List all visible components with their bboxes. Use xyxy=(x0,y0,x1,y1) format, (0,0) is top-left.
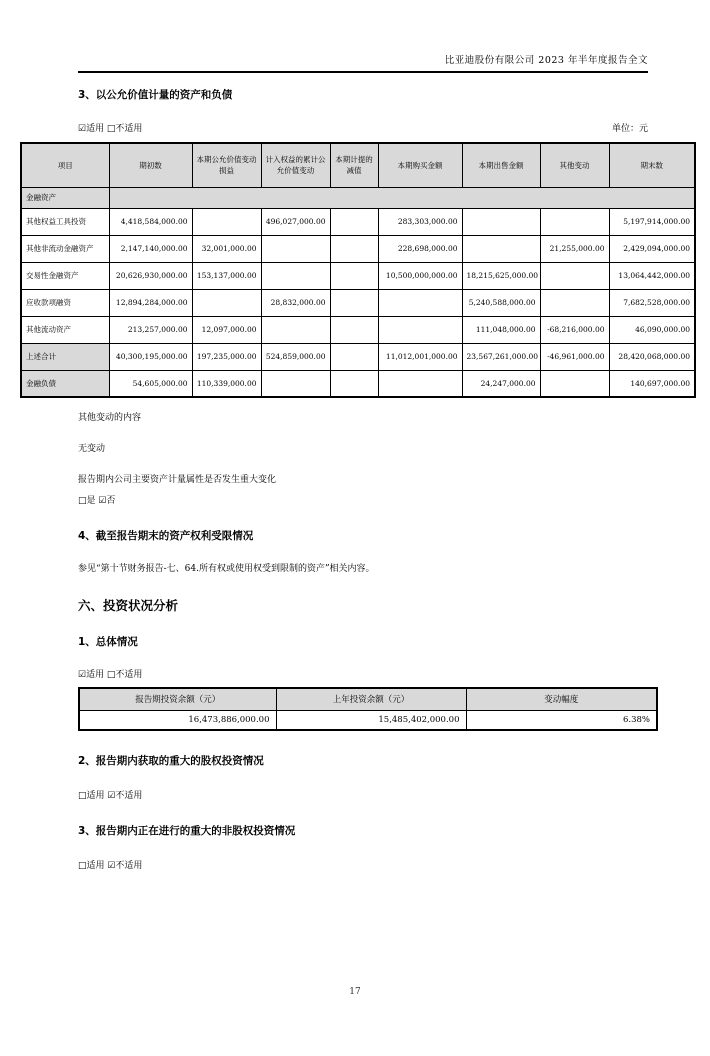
restricted-assets-reference: 参见“第十节财务报告-七、64.所有权或使用权受到限制的资产”相关内容。 xyxy=(78,564,375,574)
value-cell: 213,257,000.00 xyxy=(109,316,192,343)
value-cell xyxy=(330,235,378,262)
section-title-investment-analysis: 六、投资状况分析 xyxy=(78,598,179,613)
value-cell xyxy=(261,235,330,262)
value-cell: 2,147,140,000.00 xyxy=(109,235,192,262)
header-cell: 变动幅度 xyxy=(466,688,657,710)
report-header xyxy=(78,52,648,73)
section-title-non-equity-investment: 3、报告期内正在进行的重大的非股权投资情况 xyxy=(78,825,296,837)
value-cell xyxy=(378,316,462,343)
row-label-cell: 上述合计 xyxy=(21,343,109,370)
value-cell: 7,682,528,000.00 xyxy=(609,289,695,316)
value-cell: 28,420,068,000.00 xyxy=(609,343,695,370)
value-cell: 13,064,442,000.00 xyxy=(609,262,695,289)
page-number: 17 xyxy=(349,987,361,997)
value-cell xyxy=(540,262,609,289)
value-cell: 16,473,886,000.00 xyxy=(79,710,276,730)
header-cell: 其他变动 xyxy=(540,143,609,187)
equity-applicable-checkboxes: □适用 ☑不适用 xyxy=(78,791,143,801)
value-cell: 24,247,000.00 xyxy=(462,370,540,397)
value-cell xyxy=(330,262,378,289)
fair-value-table xyxy=(20,142,696,398)
value-cell xyxy=(462,235,540,262)
table-row xyxy=(21,316,695,343)
header-cell: 本期公允价值变动损益 xyxy=(192,143,261,187)
value-cell xyxy=(330,343,378,370)
value-cell: 40,300,195,000.00 xyxy=(109,343,192,370)
value-cell xyxy=(378,370,462,397)
value-cell: 153,137,000.00 xyxy=(192,262,261,289)
value-cell: 23,567,261,000.00 xyxy=(462,343,540,370)
table-row-total xyxy=(21,343,695,370)
measurement-answer-checkboxes: □是 ☑否 xyxy=(78,496,116,506)
value-cell xyxy=(330,289,378,316)
value-cell xyxy=(540,289,609,316)
value-cell: 228,698,000.00 xyxy=(378,235,462,262)
applicable-checkboxes: ☑适用 □不适用 xyxy=(78,124,143,134)
value-cell: 5,197,914,000.00 xyxy=(609,208,695,235)
value-cell: 46,090,000.00 xyxy=(609,316,695,343)
value-cell: 6.38% xyxy=(466,710,657,730)
header-cell: 计入权益的累计公允价值变动 xyxy=(261,143,330,187)
value-cell: 2,429,094,000.00 xyxy=(609,235,695,262)
value-cell: 5,240,588,000.00 xyxy=(462,289,540,316)
value-cell: 20,626,930,000.00 xyxy=(109,262,192,289)
table-header-row xyxy=(79,688,657,710)
non-equity-applicable-checkboxes: □适用 ☑不适用 xyxy=(78,861,143,871)
value-cell: 11,012,001,000.00 xyxy=(378,343,462,370)
header-cell: 本期计提的减值 xyxy=(330,143,378,187)
row-label-cell: 交易性金融资产 xyxy=(21,262,109,289)
value-cell: 111,048,000.00 xyxy=(462,316,540,343)
unit-label: 单位：元 xyxy=(611,124,648,134)
investment-summary-table xyxy=(78,687,658,731)
value-cell: 496,027,000.00 xyxy=(261,208,330,235)
applicable-unit-row xyxy=(78,121,648,134)
value-cell xyxy=(192,208,261,235)
group-span-cell xyxy=(109,187,695,208)
value-cell xyxy=(378,289,462,316)
value-cell xyxy=(261,316,330,343)
value-cell: 21,255,000.00 xyxy=(540,235,609,262)
value-cell: -46,961,000.00 xyxy=(540,343,609,370)
table-row xyxy=(21,208,695,235)
other-changes-label: 其他变动的内容 xyxy=(78,413,142,423)
section-title-overall: 1、总体情况 xyxy=(78,636,138,648)
row-label-cell: 其他流动资产 xyxy=(21,316,109,343)
group-label-cell: 金融资产 xyxy=(21,187,109,208)
value-cell: 140,697,000.00 xyxy=(609,370,695,397)
header-cell: 上年投资余额（元） xyxy=(276,688,466,710)
table-row xyxy=(21,262,695,289)
value-cell: 197,235,000.00 xyxy=(192,343,261,370)
value-cell xyxy=(462,208,540,235)
value-cell xyxy=(261,262,330,289)
table-header-row xyxy=(21,143,695,187)
header-cell: 期末数 xyxy=(609,143,695,187)
header-cell: 期初数 xyxy=(109,143,192,187)
row-label-cell: 应收款项融资 xyxy=(21,289,109,316)
value-cell: 283,303,000.00 xyxy=(378,208,462,235)
value-cell: 32,001,000.00 xyxy=(192,235,261,262)
section-title-fair-value: 3、以公允价值计量的资产和负债 xyxy=(78,89,233,101)
overall-applicable-checkboxes: ☑适用 □不适用 xyxy=(78,670,143,680)
value-cell: 524,859,000.00 xyxy=(261,343,330,370)
header-cell: 报告期投资余额（元） xyxy=(79,688,276,710)
value-cell xyxy=(330,370,378,397)
table-row xyxy=(21,235,695,262)
section-title-restricted-assets: 4、截至报告期末的资产权利受限情况 xyxy=(78,530,254,542)
group-row-financial-assets xyxy=(21,187,695,208)
table-row xyxy=(21,289,695,316)
value-cell: 18,215,625,000.00 xyxy=(462,262,540,289)
other-changes-value: 无变动 xyxy=(78,444,106,454)
table-row-financial-liabilities xyxy=(21,370,695,397)
report-header-text: 比亚迪股份有限公司 2023 年半年度报告全文 xyxy=(444,55,648,66)
value-cell: 12,894,284,000.00 xyxy=(109,289,192,316)
value-cell xyxy=(330,208,378,235)
row-label-cell: 其他权益工具投资 xyxy=(21,208,109,235)
value-cell xyxy=(330,316,378,343)
value-cell: 15,485,402,000.00 xyxy=(276,710,466,730)
row-label-cell: 金融负债 xyxy=(21,370,109,397)
measurement-question: 报告期内公司主要资产计量属性是否发生重大变化 xyxy=(78,475,277,485)
value-cell: 28,832,000.00 xyxy=(261,289,330,316)
value-cell xyxy=(192,289,261,316)
row-label-cell: 其他非流动金融资产 xyxy=(21,235,109,262)
header-cell: 项目 xyxy=(21,143,109,187)
value-cell: -68,216,000.00 xyxy=(540,316,609,343)
value-cell: 4,418,584,000.00 xyxy=(109,208,192,235)
value-cell: 12,097,000.00 xyxy=(192,316,261,343)
value-cell xyxy=(540,370,609,397)
value-cell: 110,339,000.00 xyxy=(192,370,261,397)
header-cell: 本期购买金额 xyxy=(378,143,462,187)
value-cell: 54,605,000.00 xyxy=(109,370,192,397)
table-row xyxy=(79,710,657,730)
section-title-equity-investment: 2、报告期内获取的重大的股权投资情况 xyxy=(78,755,264,767)
header-cell: 本期出售金额 xyxy=(462,143,540,187)
value-cell: 10,500,000,000.00 xyxy=(378,262,462,289)
value-cell xyxy=(540,208,609,235)
value-cell xyxy=(261,370,330,397)
